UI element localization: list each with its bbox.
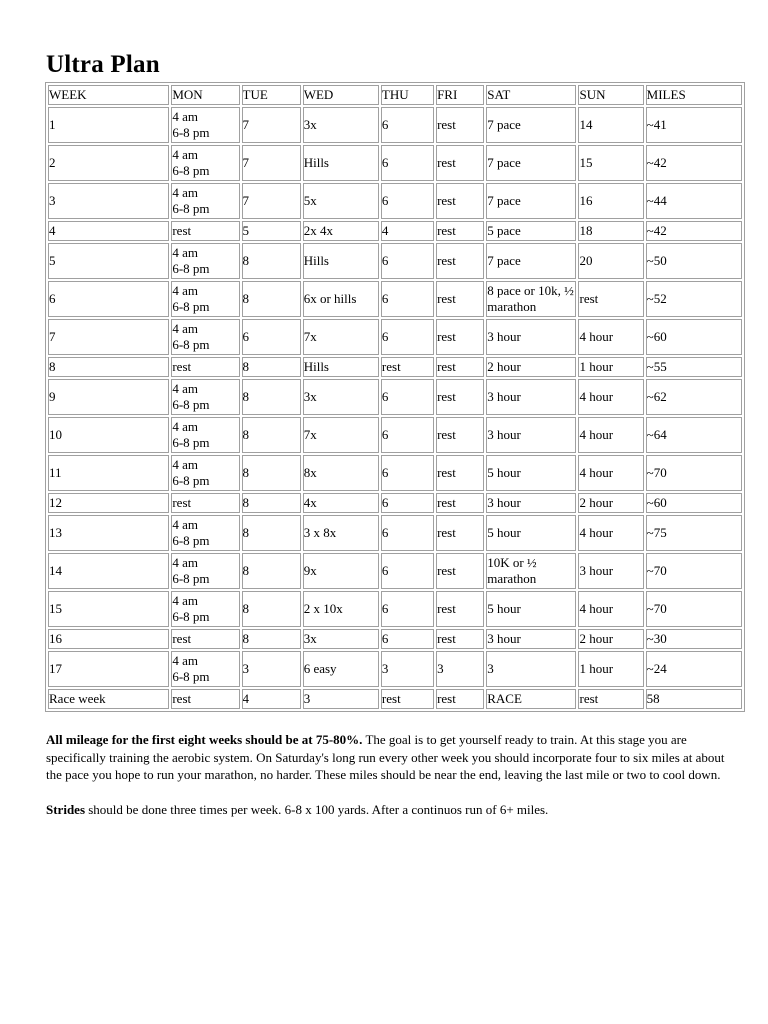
- cell-thu: 6: [381, 629, 434, 649]
- cell-sun: 4 hour: [578, 455, 643, 491]
- cell-mon: [171, 689, 239, 709]
- cell-thu: 6: [381, 553, 434, 589]
- cell-wed: 2x 4x: [303, 221, 379, 241]
- cell-sun: 14: [578, 107, 643, 143]
- cell-tue: 8: [242, 243, 301, 279]
- cell-mon-line: rest: [172, 223, 192, 238]
- cell-miles: ~60: [646, 319, 742, 355]
- cell-miles: ~60: [646, 493, 742, 513]
- cell-mon-line: 6-8 pm: [172, 201, 210, 216]
- cell-sun: 4 hour: [578, 591, 643, 627]
- training-plan-table: [45, 82, 745, 712]
- cell-mon: [171, 145, 239, 181]
- cell-sun: 16: [578, 183, 643, 219]
- cell-mon: [171, 455, 239, 491]
- cell-week: 11: [48, 455, 169, 491]
- column-header-fri: FRI: [436, 85, 484, 105]
- cell-wed: 6 easy: [303, 651, 379, 687]
- cell-mon-line: 6-8 pm: [172, 435, 210, 450]
- cell-wed: 3 x 8x: [303, 515, 379, 551]
- cell-miles: ~70: [646, 553, 742, 589]
- cell-mon-line: 4 am: [172, 555, 198, 570]
- cell-mon: [171, 417, 239, 453]
- cell-mon-line: 4 am: [172, 381, 198, 396]
- cell-week: 7: [48, 319, 169, 355]
- cell-tue: 5: [242, 221, 301, 241]
- table-row: [48, 107, 742, 143]
- cell-miles: ~24: [646, 651, 742, 687]
- column-header-wed: WED: [303, 85, 379, 105]
- notes-mileage-text: The goal is to get yourself ready to train. At this stage you are specifically training the aerobic system. On Saturday's long run every other week you should incorporate four to six miles at about the pace you hope to run your marathon, no harder. These miles should be near the end, leaving the last mile or two to cool down.: [46, 732, 725, 783]
- cell-sat: 3 hour: [486, 319, 576, 355]
- cell-week: 8: [48, 357, 169, 377]
- cell-sat: 7 pace: [486, 183, 576, 219]
- cell-wed: 7x: [303, 417, 379, 453]
- cell-fri: rest: [436, 493, 484, 513]
- cell-fri: rest: [436, 455, 484, 491]
- cell-mon-line: 6-8 pm: [172, 571, 210, 586]
- cell-sun: 18: [578, 221, 643, 241]
- notes-section: [46, 731, 726, 818]
- cell-mon-line: 6-8 pm: [172, 397, 210, 412]
- column-header-mon: MON: [171, 85, 239, 105]
- cell-miles: ~70: [646, 591, 742, 627]
- cell-miles: ~64: [646, 417, 742, 453]
- cell-mon-line: rest: [172, 691, 192, 706]
- cell-sun: rest: [578, 281, 643, 317]
- cell-sat: 7 pace: [486, 107, 576, 143]
- cell-mon-line: 4 am: [172, 457, 198, 472]
- cell-thu: rest: [381, 357, 434, 377]
- table-row: [48, 455, 742, 491]
- notes-strides-emphasis: Strides: [46, 801, 85, 817]
- notes-paragraph-strides: [46, 801, 726, 819]
- cell-mon-line: rest: [172, 359, 192, 374]
- cell-sat: 5 hour: [486, 455, 576, 491]
- cell-thu: 4: [381, 221, 434, 241]
- cell-mon: [171, 319, 239, 355]
- cell-fri: rest: [436, 417, 484, 453]
- cell-week: 16: [48, 629, 169, 649]
- cell-wed: Hills: [303, 145, 379, 181]
- cell-sat: 5 hour: [486, 591, 576, 627]
- cell-thu: 6: [381, 493, 434, 513]
- cell-tue: 8: [242, 515, 301, 551]
- cell-thu: 6: [381, 145, 434, 181]
- cell-wed: 2 x 10x: [303, 591, 379, 627]
- table-body: [48, 107, 742, 709]
- cell-mon-line: 4 am: [172, 517, 198, 532]
- cell-sun: 4 hour: [578, 417, 643, 453]
- cell-wed: 5x: [303, 183, 379, 219]
- cell-wed: 3: [303, 689, 379, 709]
- cell-tue: 8: [242, 455, 301, 491]
- cell-sun: 15: [578, 145, 643, 181]
- page-title: Ultra Plan: [46, 51, 160, 78]
- table-row: [48, 281, 742, 317]
- cell-mon: [171, 651, 239, 687]
- cell-sat: 5 hour: [486, 515, 576, 551]
- cell-wed: Hills: [303, 357, 379, 377]
- cell-fri: rest: [436, 515, 484, 551]
- cell-wed: 3x: [303, 107, 379, 143]
- cell-miles: ~50: [646, 243, 742, 279]
- cell-wed: Hills: [303, 243, 379, 279]
- cell-sat: 3: [486, 651, 576, 687]
- cell-tue: 7: [242, 183, 301, 219]
- cell-mon-line: 4 am: [172, 419, 198, 434]
- cell-week: 4: [48, 221, 169, 241]
- table-row: [48, 493, 742, 513]
- cell-mon-line: 6-8 pm: [172, 473, 210, 488]
- table-row: [48, 629, 742, 649]
- cell-wed: 9x: [303, 553, 379, 589]
- cell-fri: rest: [436, 357, 484, 377]
- cell-mon-line: 6-8 pm: [172, 261, 210, 276]
- cell-week: 6: [48, 281, 169, 317]
- table-row: [48, 553, 742, 589]
- cell-thu: 6: [381, 107, 434, 143]
- cell-mon-line: 4 am: [172, 245, 198, 260]
- cell-mon-line: 6-8 pm: [172, 669, 210, 684]
- cell-thu: 6: [381, 417, 434, 453]
- cell-mon-line: 4 am: [172, 283, 198, 298]
- cell-thu: rest: [381, 689, 434, 709]
- cell-mon: [171, 243, 239, 279]
- cell-mon: [171, 183, 239, 219]
- table-row: [48, 379, 742, 415]
- cell-sat: 3 hour: [486, 417, 576, 453]
- column-header-tue: TUE: [242, 85, 301, 105]
- cell-thu: 6: [381, 183, 434, 219]
- cell-sat: 2 hour: [486, 357, 576, 377]
- cell-week: 2: [48, 145, 169, 181]
- cell-fri: rest: [436, 379, 484, 415]
- cell-thu: 6: [381, 455, 434, 491]
- table-row: [48, 319, 742, 355]
- cell-week: 9: [48, 379, 169, 415]
- cell-fri: rest: [436, 243, 484, 279]
- cell-week: 3: [48, 183, 169, 219]
- cell-mon: [171, 379, 239, 415]
- cell-mon-line: 4 am: [172, 593, 198, 608]
- notes-mileage-emphasis: All mileage for the first eight weeks should be at 75-80%.: [46, 732, 363, 747]
- cell-tue: 8: [242, 553, 301, 589]
- cell-sun: 4 hour: [578, 515, 643, 551]
- cell-mon: [171, 629, 239, 649]
- cell-week: 14: [48, 553, 169, 589]
- cell-miles: ~55: [646, 357, 742, 377]
- cell-fri: rest: [436, 145, 484, 181]
- cell-mon-line: 4 am: [172, 653, 198, 668]
- cell-tue: 8: [242, 629, 301, 649]
- cell-week: 13: [48, 515, 169, 551]
- cell-thu: 6: [381, 319, 434, 355]
- cell-thu: 3: [381, 651, 434, 687]
- cell-mon: [171, 221, 239, 241]
- cell-tue: 8: [242, 591, 301, 627]
- cell-mon: [171, 357, 239, 377]
- cell-sat: 7 pace: [486, 145, 576, 181]
- cell-week: 1: [48, 107, 169, 143]
- cell-wed: 3x: [303, 629, 379, 649]
- cell-wed: 7x: [303, 319, 379, 355]
- table-row: [48, 183, 742, 219]
- cell-sun: 4 hour: [578, 319, 643, 355]
- cell-tue: 8: [242, 493, 301, 513]
- column-header-miles: MILES: [646, 85, 742, 105]
- cell-mon: [171, 553, 239, 589]
- cell-wed: 8x: [303, 455, 379, 491]
- table-row: [48, 357, 742, 377]
- cell-miles: ~52: [646, 281, 742, 317]
- cell-week: 12: [48, 493, 169, 513]
- table-row: [48, 221, 742, 241]
- column-header-thu: THU: [381, 85, 434, 105]
- table-row: [48, 651, 742, 687]
- cell-sat: 3 hour: [486, 629, 576, 649]
- cell-tue: 8: [242, 281, 301, 317]
- cell-tue: 4: [242, 689, 301, 709]
- cell-sun: rest: [578, 689, 643, 709]
- cell-week: 5: [48, 243, 169, 279]
- cell-thu: 6: [381, 243, 434, 279]
- column-header-sat: SAT: [486, 85, 576, 105]
- cell-mon-line: 6-8 pm: [172, 337, 210, 352]
- cell-fri: rest: [436, 591, 484, 627]
- cell-sun: 2 hour: [578, 629, 643, 649]
- cell-thu: 6: [381, 515, 434, 551]
- cell-thu: 6: [381, 379, 434, 415]
- cell-sat: RACE: [486, 689, 576, 709]
- cell-sun: 2 hour: [578, 493, 643, 513]
- table-row: [48, 145, 742, 181]
- cell-mon-line: rest: [172, 631, 192, 646]
- cell-miles: ~62: [646, 379, 742, 415]
- column-header-sun: SUN: [578, 85, 643, 105]
- cell-miles: ~42: [646, 145, 742, 181]
- cell-week: 15: [48, 591, 169, 627]
- cell-week: 10: [48, 417, 169, 453]
- cell-fri: rest: [436, 107, 484, 143]
- cell-tue: 8: [242, 357, 301, 377]
- cell-miles: 58: [646, 689, 742, 709]
- cell-mon-line: rest: [172, 495, 192, 510]
- cell-thu: 6: [381, 591, 434, 627]
- table-row: [48, 515, 742, 551]
- cell-fri: rest: [436, 629, 484, 649]
- cell-sat: 3 hour: [486, 493, 576, 513]
- cell-mon-line: 6-8 pm: [172, 125, 210, 140]
- cell-sun: 4 hour: [578, 379, 643, 415]
- cell-tue: 8: [242, 417, 301, 453]
- cell-fri: rest: [436, 689, 484, 709]
- cell-tue: 8: [242, 379, 301, 415]
- cell-tue: 7: [242, 145, 301, 181]
- cell-wed: 3x: [303, 379, 379, 415]
- cell-tue: 7: [242, 107, 301, 143]
- cell-fri: rest: [436, 221, 484, 241]
- cell-mon-line: 4 am: [172, 147, 198, 162]
- cell-miles: ~30: [646, 629, 742, 649]
- cell-sun: 1 hour: [578, 651, 643, 687]
- cell-fri: rest: [436, 281, 484, 317]
- cell-sun: 3 hour: [578, 553, 643, 589]
- cell-miles: ~75: [646, 515, 742, 551]
- cell-fri: rest: [436, 553, 484, 589]
- cell-miles: ~44: [646, 183, 742, 219]
- table-header-row: [48, 85, 742, 105]
- cell-mon-line: 4 am: [172, 185, 198, 200]
- cell-sat: 10K or ½ marathon: [486, 553, 576, 589]
- cell-mon-line: 6-8 pm: [172, 533, 210, 548]
- table-row: [48, 417, 742, 453]
- cell-miles: ~42: [646, 221, 742, 241]
- cell-week: Race week: [48, 689, 169, 709]
- cell-wed: 6x or hills: [303, 281, 379, 317]
- cell-sat: 3 hour: [486, 379, 576, 415]
- cell-wed: 4x: [303, 493, 379, 513]
- cell-mon: [171, 107, 239, 143]
- cell-miles: ~41: [646, 107, 742, 143]
- cell-mon-line: 4 am: [172, 321, 198, 336]
- cell-thu: 6: [381, 281, 434, 317]
- document-page: [46, 50, 746, 835]
- cell-fri: rest: [436, 319, 484, 355]
- cell-mon: [171, 515, 239, 551]
- cell-mon: [171, 493, 239, 513]
- cell-week: 17: [48, 651, 169, 687]
- cell-mon: [171, 591, 239, 627]
- cell-mon-line: 6-8 pm: [172, 299, 210, 314]
- cell-fri: rest: [436, 183, 484, 219]
- cell-miles: ~70: [646, 455, 742, 491]
- cell-sun: 20: [578, 243, 643, 279]
- cell-sat: 8 pace or 10k, ½ marathon: [486, 281, 576, 317]
- cell-sat: 7 pace: [486, 243, 576, 279]
- cell-tue: 6: [242, 319, 301, 355]
- cell-mon: [171, 281, 239, 317]
- table-row: [48, 591, 742, 627]
- cell-mon-line: 6-8 pm: [172, 163, 210, 178]
- column-header-week: WEEK: [48, 85, 169, 105]
- table-row: [48, 689, 742, 709]
- notes-paragraph-mileage: [46, 731, 726, 784]
- notes-strides-text: should be done three times per week. 6-8 x 100 yards. After a continuos run of 6+ miles.: [85, 801, 549, 817]
- cell-mon-line: 4 am: [172, 109, 198, 124]
- cell-tue: 3: [242, 651, 301, 687]
- cell-mon-line: 6-8 pm: [172, 609, 210, 624]
- cell-fri: 3: [436, 651, 484, 687]
- cell-sat: 5 pace: [486, 221, 576, 241]
- cell-sun: 1 hour: [578, 357, 643, 377]
- table-row: [48, 243, 742, 279]
